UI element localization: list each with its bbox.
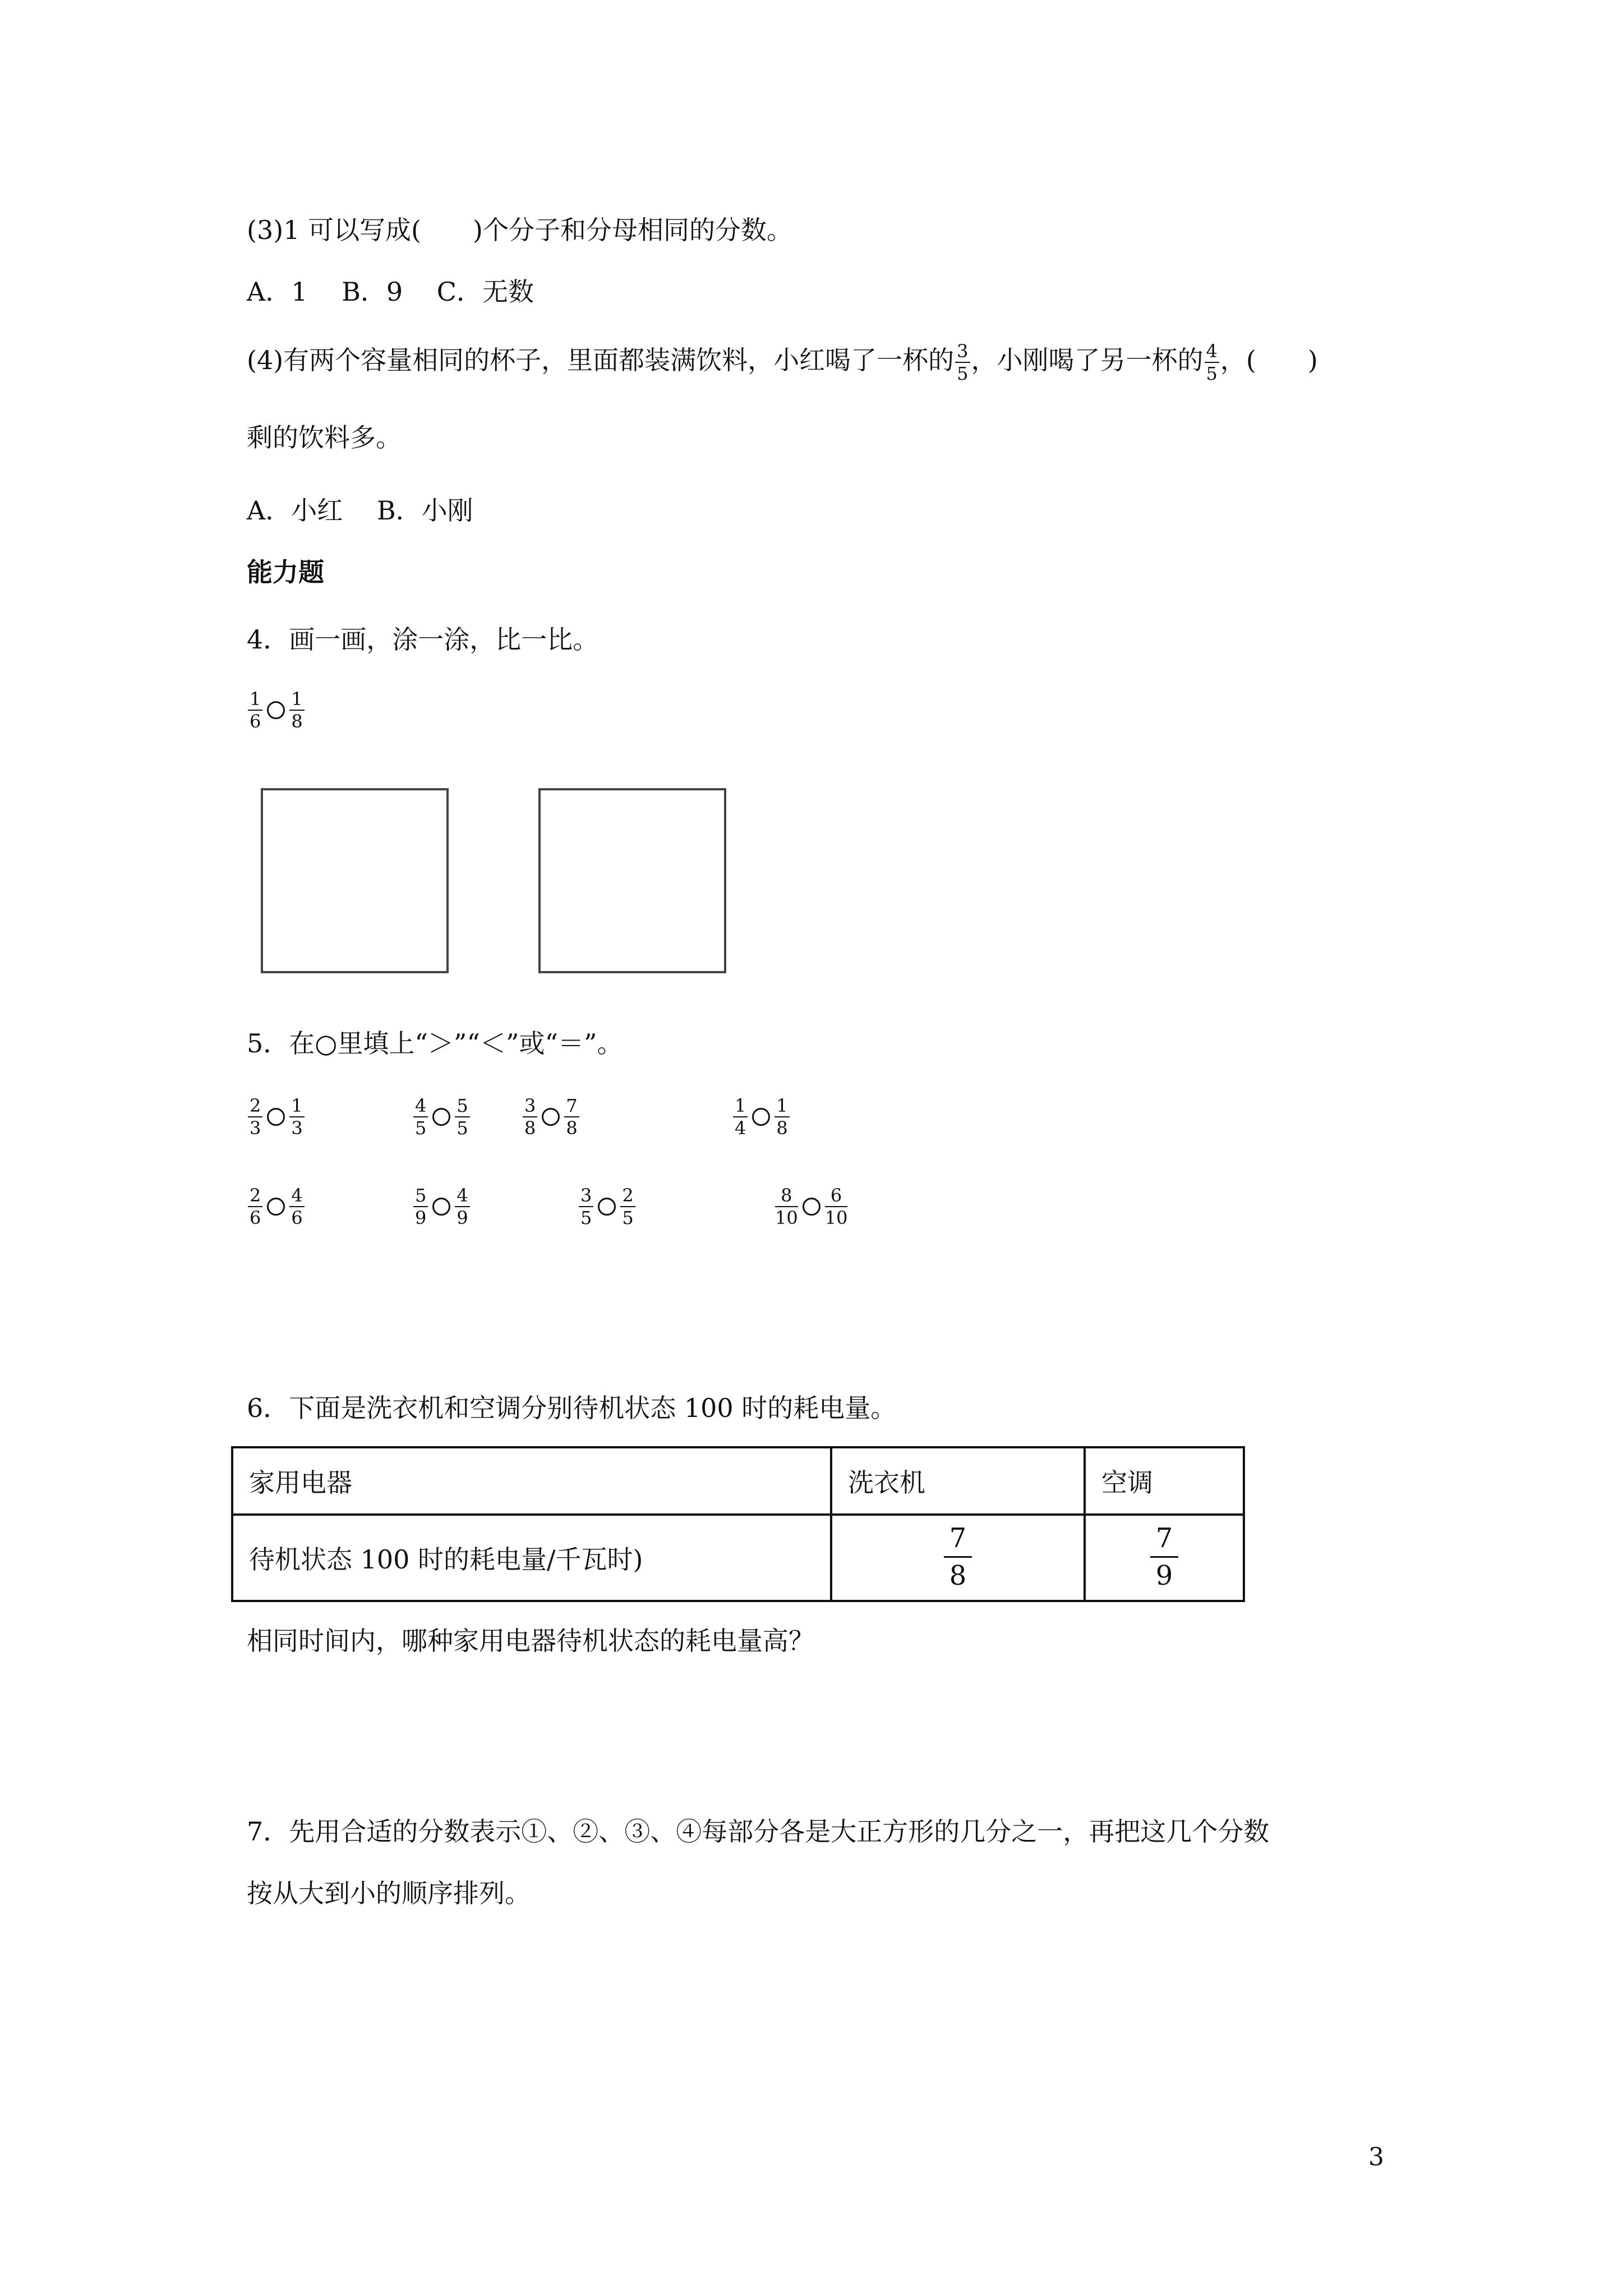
p7-line2: 按从大到小的顺序排列。 xyxy=(247,1878,531,1908)
p7-line1: 7．先用合适的分数表示①、②、③、④每部分各是大正方形的几分之一，再把这几个分数 xyxy=(247,1816,1270,1847)
compare-circle[interactable] xyxy=(542,1108,560,1126)
p6-title: 6．下面是洗衣机和空调分别待机状态 100 时的耗电量。 xyxy=(247,1393,897,1423)
compare-circle[interactable] xyxy=(432,1108,450,1126)
p5-item xyxy=(412,1186,471,1227)
table-header-cell: 空调 xyxy=(1085,1447,1244,1515)
q4-text xyxy=(247,342,1318,383)
energy-table xyxy=(231,1446,1245,1602)
compare-circle[interactable] xyxy=(598,1198,616,1216)
page-number: 3 xyxy=(1368,2143,1384,2171)
p5-item xyxy=(578,1186,637,1227)
fraction: $\frac{4}{5}$ xyxy=(413,1097,428,1137)
p5-item xyxy=(247,1097,306,1137)
fraction: $\frac{4}{9}$ xyxy=(455,1186,469,1227)
p4-comparison xyxy=(247,690,306,730)
fraction: $\frac{2}{5}$ xyxy=(620,1186,635,1227)
fraction: $\frac{2}{3}$ xyxy=(248,1097,262,1137)
fraction: $\frac{4}{5}$ xyxy=(1205,342,1219,383)
p4-title: 4．画一画，涂一涂，比一比。 xyxy=(247,624,599,655)
compare-circle[interactable] xyxy=(267,1108,285,1126)
fraction: $\frac{5}{9}$ xyxy=(413,1186,428,1227)
compare-circle[interactable] xyxy=(752,1108,770,1126)
p5-item xyxy=(247,1186,306,1227)
fraction: $\frac{5}{5}$ xyxy=(455,1097,469,1137)
fraction: $\frac{6}{10}$ xyxy=(824,1185,848,1228)
fraction: $\frac{1}{6}$ xyxy=(248,690,262,730)
fraction: $\frac{1}{3}$ xyxy=(289,1097,304,1137)
q4-text-c: ，( ) xyxy=(1220,345,1318,375)
p5-item xyxy=(522,1097,580,1137)
fraction: $\frac{7}{8}$ xyxy=(564,1097,579,1137)
fraction: $\frac{1}{8}$ xyxy=(289,690,304,730)
q4-text-b: ，小刚喝了另一杯的 xyxy=(971,345,1204,375)
fraction: $\frac{3}{5}$ xyxy=(955,342,970,383)
p5-item xyxy=(732,1097,791,1137)
table-row xyxy=(232,1447,1244,1515)
fraction: $\frac{7}{9}$ xyxy=(1150,1525,1179,1589)
compare-circle[interactable] xyxy=(803,1198,820,1216)
fraction: $\frac{4}{6}$ xyxy=(289,1186,304,1227)
p5-item xyxy=(774,1186,849,1227)
section-title: 能力题 xyxy=(247,557,324,587)
fraction: $\frac{7}{8}$ xyxy=(944,1525,972,1589)
compare-circle[interactable] xyxy=(267,701,285,719)
table-header-cell: 洗衣机 xyxy=(831,1447,1085,1515)
fraction: $\frac{2}{6}$ xyxy=(248,1186,262,1227)
q4-options: A．小红 B．小刚 xyxy=(247,495,473,526)
table-cell xyxy=(1085,1515,1244,1601)
fraction: $\frac{3}{5}$ xyxy=(579,1186,593,1227)
table-header-cell: 家用电器 xyxy=(232,1447,831,1515)
table-row-label: 待机状态 100 时的耗电量/千瓦时) xyxy=(232,1515,831,1601)
fraction: $\frac{3}{8}$ xyxy=(523,1097,537,1137)
drawing-square-left[interactable] xyxy=(261,788,449,973)
drawing-square-right[interactable] xyxy=(538,788,726,973)
compare-circle[interactable] xyxy=(432,1198,450,1216)
compare-circle[interactable] xyxy=(267,1198,285,1216)
p5-title: 5．在○里填上“＞”“＜”或“＝”。 xyxy=(247,1028,623,1059)
p5-item xyxy=(412,1097,471,1137)
fraction: $\frac{1}{4}$ xyxy=(733,1097,748,1137)
q4-text-d: 剩的饮料多。 xyxy=(247,422,402,453)
q3-text: (3)1 可以写成( )个分子和分母相同的分数。 xyxy=(247,215,792,245)
fraction: $\frac{8}{10}$ xyxy=(775,1185,798,1228)
q4-text-a: (4)有两个容量相同的杯子，里面都装满饮料，小红喝了一杯的 xyxy=(247,345,955,375)
p6-question: 相同时间内，哪种家用电器待机状态的耗电量高？ xyxy=(247,1626,814,1656)
q3-options: A．1 B．9 C．无数 xyxy=(247,277,534,307)
table-cell xyxy=(831,1515,1085,1601)
table-row xyxy=(232,1515,1244,1601)
fraction: $\frac{1}{8}$ xyxy=(774,1097,789,1137)
